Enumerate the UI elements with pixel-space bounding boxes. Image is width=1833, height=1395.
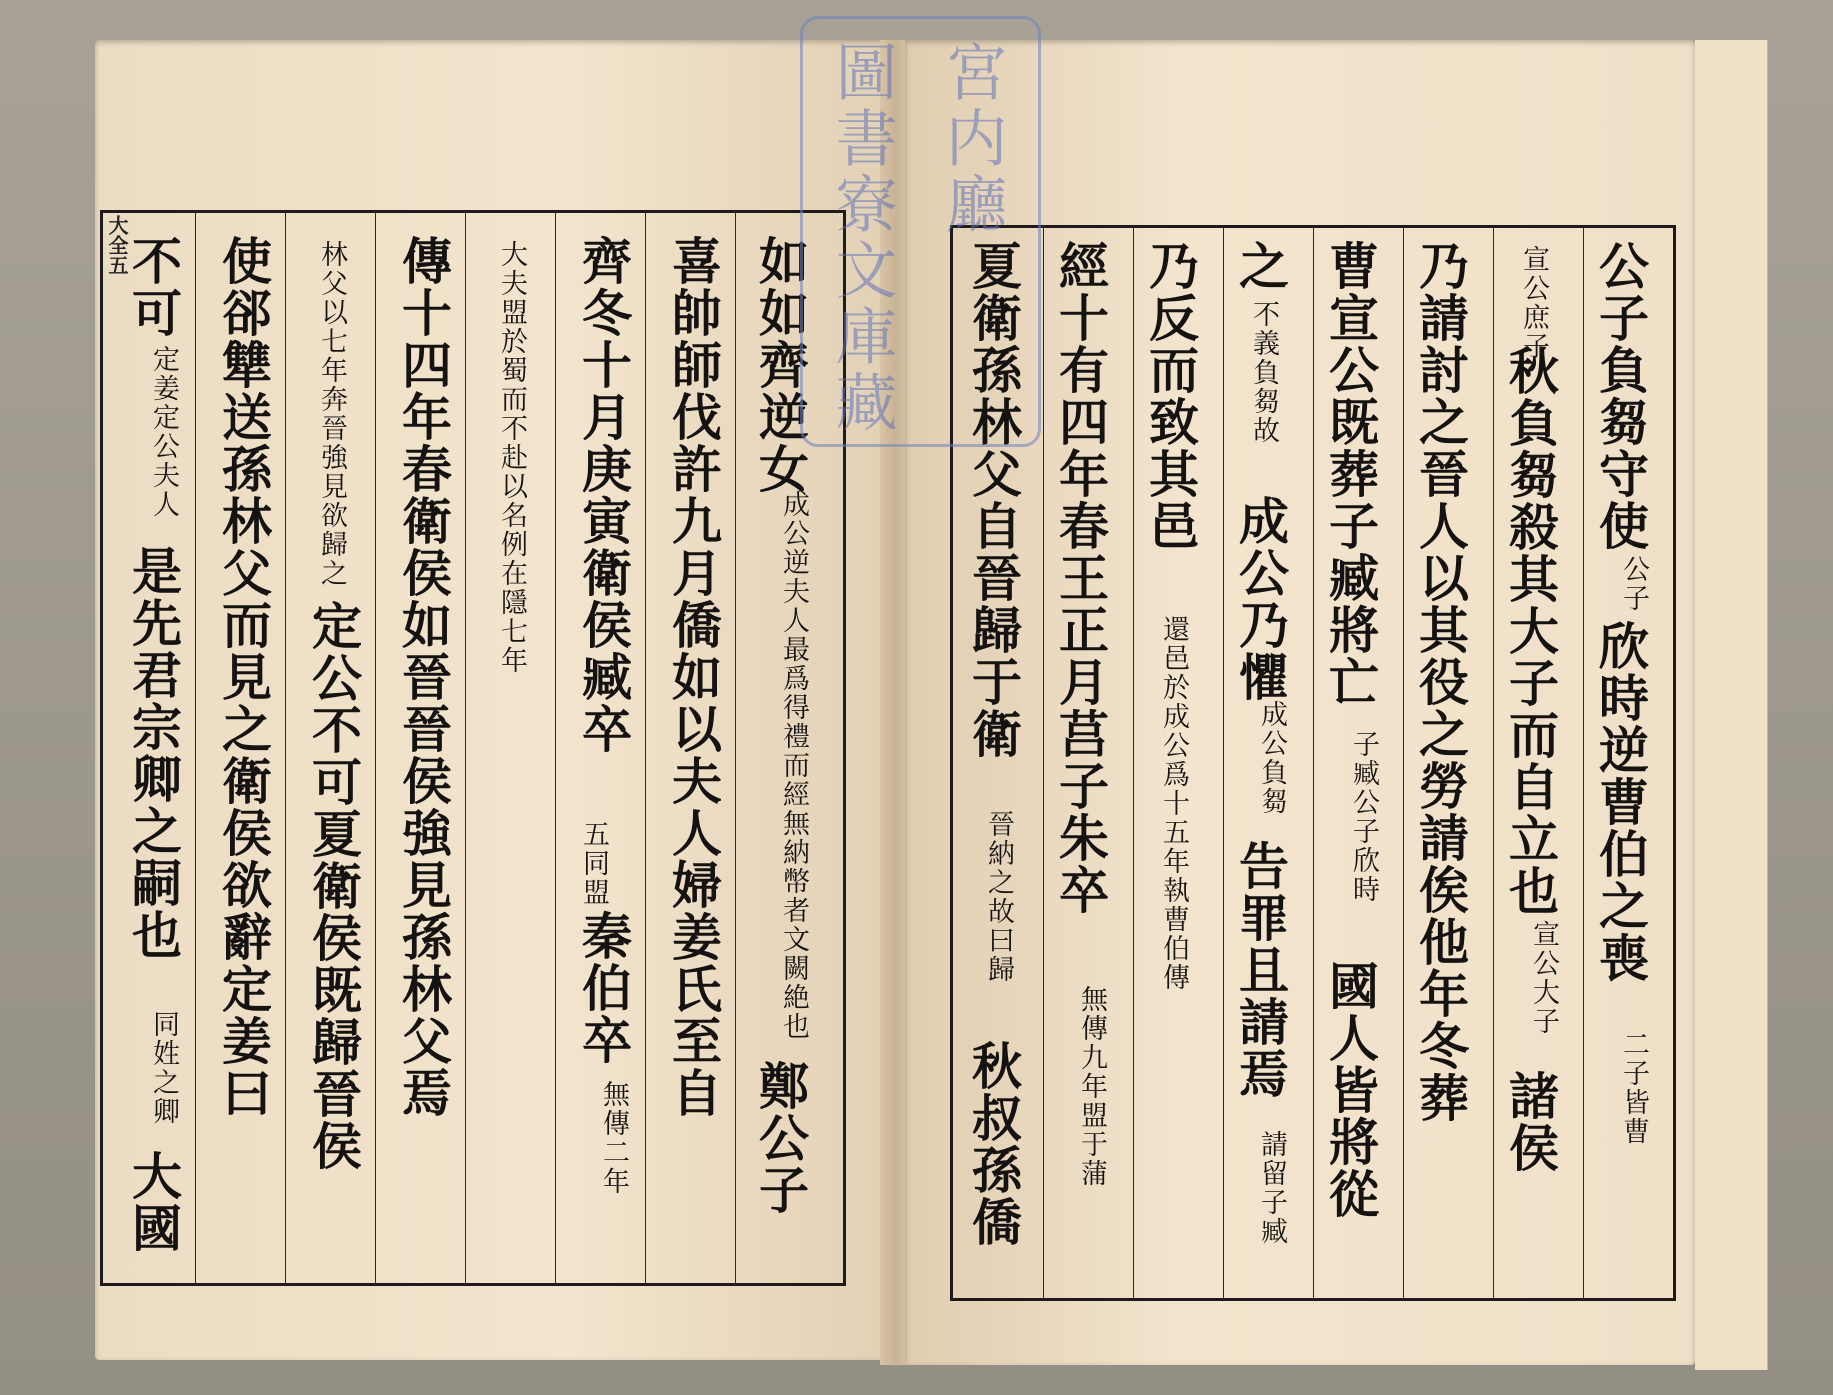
commentary-note: 二子皆曹 (1618, 1030, 1649, 1146)
page-edge-stack (1695, 40, 1785, 1370)
main-text: 乃反而致其邑 (1141, 240, 1200, 552)
commentary-note: 大夫盟於蜀而不赴以名例在隱七年 (496, 240, 527, 675)
left-text-frame (100, 210, 846, 1286)
main-text: 諸侯 (1501, 1070, 1560, 1174)
main-text: 是先君宗卿之嗣也 (124, 545, 183, 961)
main-text: 如如齊逆女 (751, 235, 810, 495)
main-text: 鄭公子 (751, 1060, 810, 1216)
main-text: 公子負芻守使 (1591, 240, 1650, 552)
main-text: 秋叔孫僑 (964, 1040, 1023, 1248)
commentary-note: 宣公大子 (1528, 920, 1559, 1036)
seal-text-col2: 圖書寮文庫藏 (825, 40, 898, 436)
commentary-note: 請留子臧 (1256, 1130, 1287, 1246)
main-text: 齊冬十月庚寅衛侯臧卒 (574, 235, 633, 755)
main-text: 喜帥師伐許九月僑如以夫人婦姜氏至自 (664, 235, 723, 1119)
main-text: 不可 (124, 235, 183, 339)
column-rule (555, 213, 556, 1283)
main-text: 經十有四年春王正月莒子朱卒 (1051, 240, 1110, 916)
main-text: 告罪且請焉 (1231, 840, 1290, 1100)
column-rule (285, 213, 286, 1283)
column-rule (195, 213, 196, 1283)
column-rule (465, 213, 466, 1283)
main-text: 秋負芻殺其大子而自立也 (1501, 345, 1560, 917)
commentary-note: 不義負芻故 (1248, 300, 1279, 445)
column-rule (1223, 228, 1224, 1298)
commentary-note: 宣公庶子 (1518, 245, 1549, 361)
margin-volume-tag: 大全五 (105, 215, 129, 275)
commentary-note: 公子 (1618, 555, 1649, 613)
main-text: 秦伯卒 (574, 910, 633, 1066)
commentary-note: 晉納之故曰歸 (983, 810, 1014, 984)
commentary-note: 成公負芻 (1256, 700, 1287, 816)
commentary-note: 成公逆夫人最爲得禮而經無納幣者文闕絶也 (778, 490, 809, 1041)
main-text: 之 (1231, 240, 1290, 292)
column-rule (1583, 228, 1584, 1298)
main-text: 乃請討之晉人以其役之勞請俟他年冬葬 (1411, 240, 1470, 1124)
commentary-note: 還邑於成公爲十五年執曹伯傳 (1158, 615, 1189, 992)
main-text: 大國 (124, 1150, 183, 1254)
main-text: 曹宣公既葬子臧將亡 (1321, 240, 1380, 708)
commentary-note: 五同盟 (578, 820, 609, 907)
main-text: 定公不可夏衛侯既歸晉侯 (304, 600, 363, 1172)
main-text: 傳十四年春衛侯如晉晉侯強見孫林父焉 (394, 235, 453, 1119)
commentary-note: 定姜定公夫人 (148, 345, 179, 519)
commentary-note: 林父以七年奔晉強見欲歸之 (316, 240, 347, 588)
commentary-note: 子臧公子欣時 (1348, 730, 1379, 904)
commentary-note: 無傳二年 (598, 1080, 629, 1196)
commentary-note: 無傳九年盟于蒲 (1076, 985, 1107, 1188)
column-rule (735, 213, 736, 1283)
commentary-note: 同姓之卿 (148, 1010, 179, 1126)
seal-text-col1: 宮内廳 (935, 40, 1008, 238)
main-text: 國人皆將從 (1321, 960, 1380, 1220)
column-rule (645, 213, 646, 1283)
main-text: 使郤犨送孫林父而見之衛侯欲辭定姜曰 (214, 235, 273, 1119)
main-text: 欣時逆曹伯之喪 (1591, 620, 1650, 984)
main-text: 夏衛孫林父自晉歸于衛 (964, 240, 1023, 760)
column-rule (375, 213, 376, 1283)
column-rule (1493, 228, 1494, 1298)
column-rule (1403, 228, 1404, 1298)
column-rule (1133, 228, 1134, 1298)
column-rule (1313, 228, 1314, 1298)
column-rule (1043, 228, 1044, 1298)
main-text: 成公乃懼 (1231, 495, 1290, 703)
